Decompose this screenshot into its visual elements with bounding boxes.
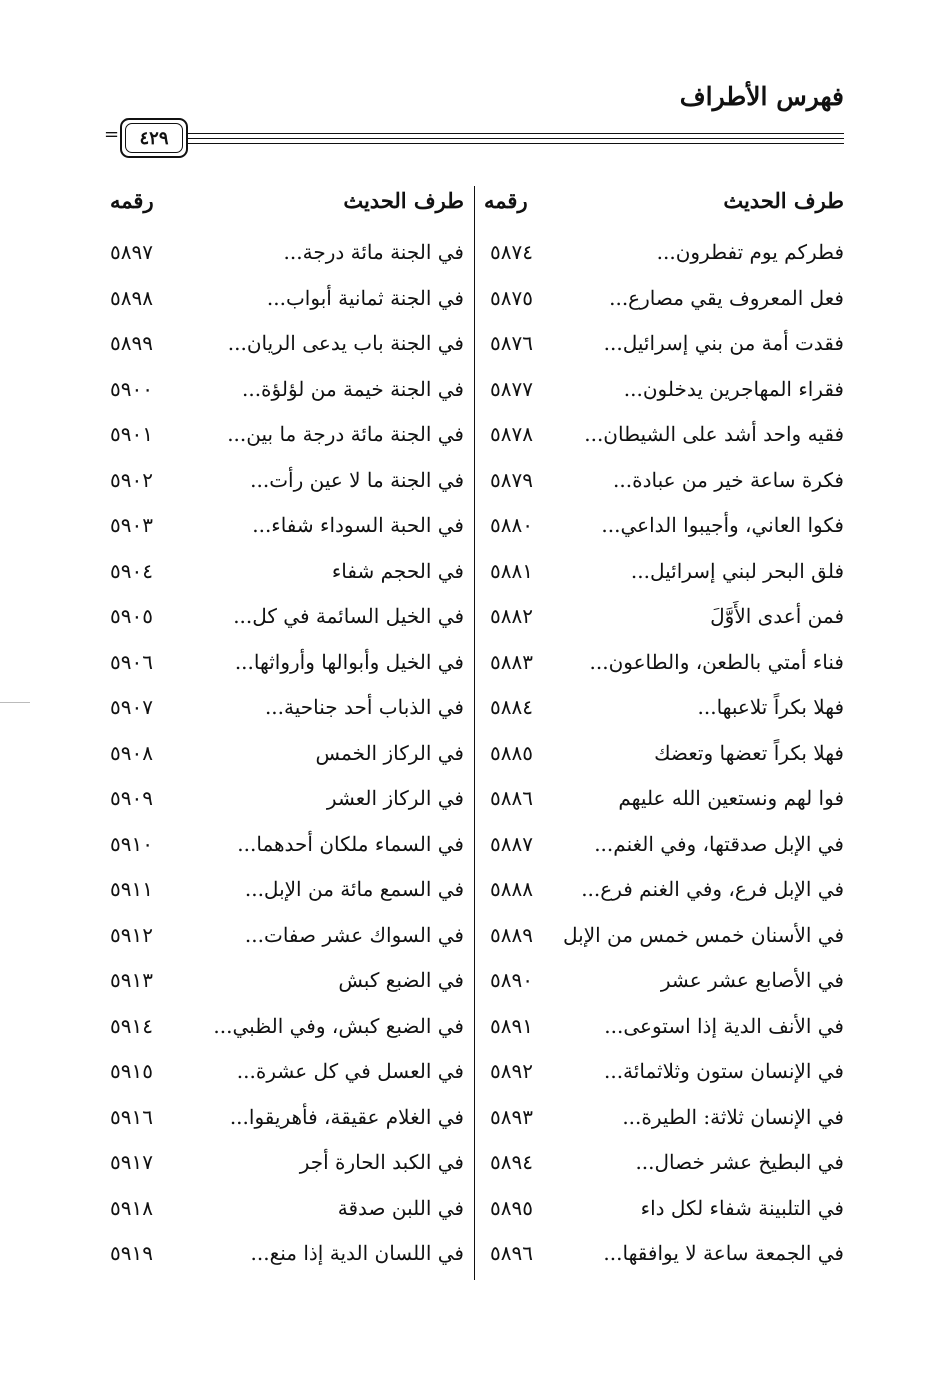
hadith-number-right: ٥٨٧٨ (490, 422, 533, 446)
hadith-incipit-left: في الركاز الخمس (315, 740, 464, 765)
hadith-number-right: ٥٨٨١ (490, 558, 533, 583)
hadith-incipit-left: في اللبن صدقة (337, 1195, 464, 1220)
hadith-number-left: ٥٩٠٢ (110, 467, 153, 492)
hadith-incipit-left: في الحجم شفاء (331, 558, 464, 583)
page-number-box (120, 118, 188, 158)
hadith-incipit-left: في الركاز العشر (326, 786, 464, 810)
hadith-number-left: ٥٩٠٦ (110, 649, 153, 674)
hadith-incipit-right: في الأصابع عشر عشر (660, 968, 844, 992)
hadith-number-left: ٥٩٠٨ (110, 740, 153, 765)
table-row (0, 786, 948, 832)
hadith-incipit-left: في السمع مائة من الإبل... (244, 877, 464, 901)
table-row (0, 513, 948, 559)
hadith-incipit-left: في الضبع كبش، وفي الظبي... (213, 1013, 464, 1038)
hadith-number-right: ٥٨٩٤ (490, 1150, 533, 1174)
left-text-header: طرف الحديث (343, 188, 464, 213)
hadith-incipit-left: في الكبد الحارة أجر (299, 1150, 464, 1174)
hadith-number-right: ٥٨٧٥ (490, 285, 533, 310)
table-row (0, 923, 948, 969)
hadith-number-left: ٥٩٠٤ (110, 558, 153, 583)
hadith-number-left: ٥٩١٥ (110, 1059, 153, 1083)
hadith-incipit-left: في السماء ملكان أحدهما... (237, 831, 464, 856)
hadith-incipit-right: في البطيخ عشر خصال... (635, 1150, 844, 1174)
hadith-number-left: ٥٩١٩ (110, 1241, 153, 1265)
hadith-number-left: ٥٩٠٠ (110, 376, 153, 401)
table-row (0, 1241, 948, 1287)
hadith-incipit-right: فهلا بكراً تعضها وتعضك (654, 740, 844, 765)
table-row (0, 377, 948, 423)
hadith-number-left: ٥٩١٠ (110, 831, 153, 856)
hadith-number-left: ٥٩٠١ (110, 422, 153, 446)
hadith-incipit-right: في الإنسان ستون وثلاثمائة... (603, 1059, 844, 1083)
hadith-number-right: ٥٨٨٠ (490, 513, 533, 537)
header-rule (188, 133, 844, 134)
hadith-number-left: ٥٨٩٨ (110, 285, 153, 310)
hadith-number-right: ٥٨٧٦ (490, 331, 533, 355)
hadith-incipit-left: في الغلام عقيقة، فأهريقوا... (229, 1104, 464, 1129)
header-rule (188, 138, 844, 139)
table-row (0, 741, 948, 787)
hadith-incipit-right: في الإبل صدقتها، وفي الغنم... (594, 831, 844, 856)
hadith-number-right: ٥٨٩١ (490, 1013, 533, 1038)
hadith-incipit-left: في الجنة ما لا عين رأت... (250, 467, 464, 492)
page-title: فهرس الأطراف (679, 82, 844, 111)
table-row (0, 331, 948, 377)
hadith-number-left: ٥٩١٦ (110, 1104, 153, 1129)
hadith-incipit-right: في الأنف الدية إذا استوعى... (604, 1013, 844, 1038)
table-row (0, 286, 948, 332)
hadith-number-left: ٥٨٩٧ (110, 240, 153, 264)
hadith-incipit-left: في الذباب أحد جناحية... (264, 695, 464, 719)
hadith-incipit-right: فناء أمتي بالطعن، والطاعون... (589, 649, 844, 674)
table-row (0, 468, 948, 514)
right-num-header: رقمه (484, 188, 528, 213)
hadith-number-right: ٥٨٩٣ (490, 1104, 533, 1129)
table-row (0, 1059, 948, 1105)
hadith-incipit-right: فقيه واحد أشد على الشيطان... (584, 422, 844, 446)
hadith-incipit-left: في الحبة السوداء شفاء... (252, 513, 464, 537)
hadith-incipit-right: في الإنسان ثلاثة: الطيرة... (622, 1104, 844, 1129)
page-number: ٤٢٩ (125, 123, 183, 153)
hadith-incipit-right: فمن أعدى الأَوَّلَ (710, 604, 844, 628)
table-row (0, 832, 948, 878)
table-row (0, 1196, 948, 1242)
hadith-incipit-left: في الجنة ثمانية أبواب... (266, 285, 464, 310)
hadith-number-left: ٥٩١٨ (110, 1195, 153, 1220)
hadith-incipit-right: فقدت أمة من بني إسرائيل... (603, 331, 844, 355)
hadith-incipit-left: في الخيل وأبوالها وأرواثها... (234, 649, 464, 674)
table-row (0, 240, 948, 286)
hadith-number-right: ٥٨٨٣ (490, 649, 533, 674)
hadith-number-right: ٥٨٧٩ (490, 467, 533, 492)
table-row (0, 695, 948, 741)
hadith-number-right: ٥٨٩٥ (490, 1195, 533, 1220)
hadith-incipit-left: في الجنة مائة درجة ما بين... (227, 422, 464, 446)
hadith-number-right: ٥٨٨٦ (490, 786, 533, 810)
hadith-number-left: ٥٩١٧ (110, 1150, 153, 1174)
hadith-number-left: ٥٩٠٣ (110, 513, 153, 537)
hadith-number-right: ٥٨٩٢ (490, 1059, 533, 1083)
table-row (0, 1150, 948, 1196)
hadith-number-right: ٥٨٩٠ (490, 968, 533, 992)
left-num-header: رقمه (110, 188, 154, 213)
hadith-number-right: ٥٨٧٤ (490, 240, 533, 264)
hadith-number-right: ٥٨٩٦ (490, 1241, 533, 1265)
table-row (0, 968, 948, 1014)
hadith-number-left: ٥٩١٤ (110, 1013, 153, 1038)
hadith-number-left: ٥٨٩٩ (110, 331, 153, 355)
hadith-incipit-left: في الخيل السائمة في كل... (233, 604, 464, 628)
table-row (0, 650, 948, 696)
hadith-number-left: ٥٩١٣ (110, 968, 153, 992)
hadith-incipit-left: في الجنة باب يدعى الريان... (227, 331, 464, 355)
hadith-incipit-right: في الجمعة ساعة لا يوافقها... (603, 1241, 844, 1265)
hadith-incipit-left: في الجنة مائة درجة... (283, 240, 464, 264)
hadith-incipit-right: فكرة ساعة خير من عبادة... (613, 467, 844, 492)
hadith-incipit-left: في الضبع كبش (338, 968, 464, 992)
hadith-incipit-right: في التلبينة شفاء لكل داء (640, 1195, 844, 1220)
hadith-number-right: ٥٨٨٤ (490, 695, 533, 719)
index-table (0, 240, 948, 1287)
hadith-number-left: ٥٩١٢ (110, 922, 153, 947)
hadith-incipit-right: فعل المعروف يقي مصارع... (609, 285, 844, 310)
hadith-incipit-right: فكوا العاني، وأجيبوا الداعي... (601, 513, 844, 537)
hadith-number-left: ٥٩٠٩ (110, 786, 153, 810)
page-number-ornament: = (104, 124, 120, 145)
table-row (0, 422, 948, 468)
hadith-incipit-right: في الأسنان خمس خمس من الإبل (562, 922, 844, 947)
hadith-number-right: ٥٨٧٧ (490, 376, 533, 401)
header-rule (188, 143, 844, 144)
table-row (0, 1014, 948, 1060)
hadith-incipit-left: في الجنة خيمة من لؤلؤة... (241, 376, 464, 401)
hadith-number-left: ٥٩٠٥ (110, 604, 153, 628)
table-row (0, 877, 948, 923)
hadith-incipit-right: فهلا بكراً تلاعبها... (697, 695, 844, 719)
hadith-incipit-left: في العسل في كل عشرة... (236, 1059, 464, 1083)
table-row (0, 604, 948, 650)
hadith-incipit-right: فطركم يوم تفطرون... (656, 240, 844, 264)
hadith-number-right: ٥٨٨٨ (490, 877, 533, 901)
hadith-number-right: ٥٨٨٥ (490, 740, 533, 765)
right-text-header: طرف الحديث (723, 188, 844, 213)
hadith-incipit-right: في الإبل فرع، وفي الغنم فرع... (581, 877, 844, 901)
hadith-number-right: ٥٨٨٩ (490, 922, 533, 947)
hadith-number-right: ٥٨٨٧ (490, 831, 533, 856)
hadith-incipit-right: فوا لهم ونستعين الله عليهم (618, 786, 844, 810)
hadith-incipit-left: في السواك عشر صفات... (244, 922, 464, 947)
hadith-incipit-left: في اللسان الدية إذا منع... (250, 1241, 464, 1265)
hadith-number-left: ٥٩١١ (110, 877, 153, 901)
hadith-number-left: ٥٩٠٧ (110, 695, 153, 719)
table-row (0, 559, 948, 605)
hadith-incipit-right: فقراء المهاجرين يدخلون... (623, 376, 844, 401)
hadith-incipit-right: فلق البحر لبني إسرائيل... (630, 558, 844, 583)
hadith-number-right: ٥٨٨٢ (490, 604, 533, 628)
table-row (0, 1105, 948, 1151)
